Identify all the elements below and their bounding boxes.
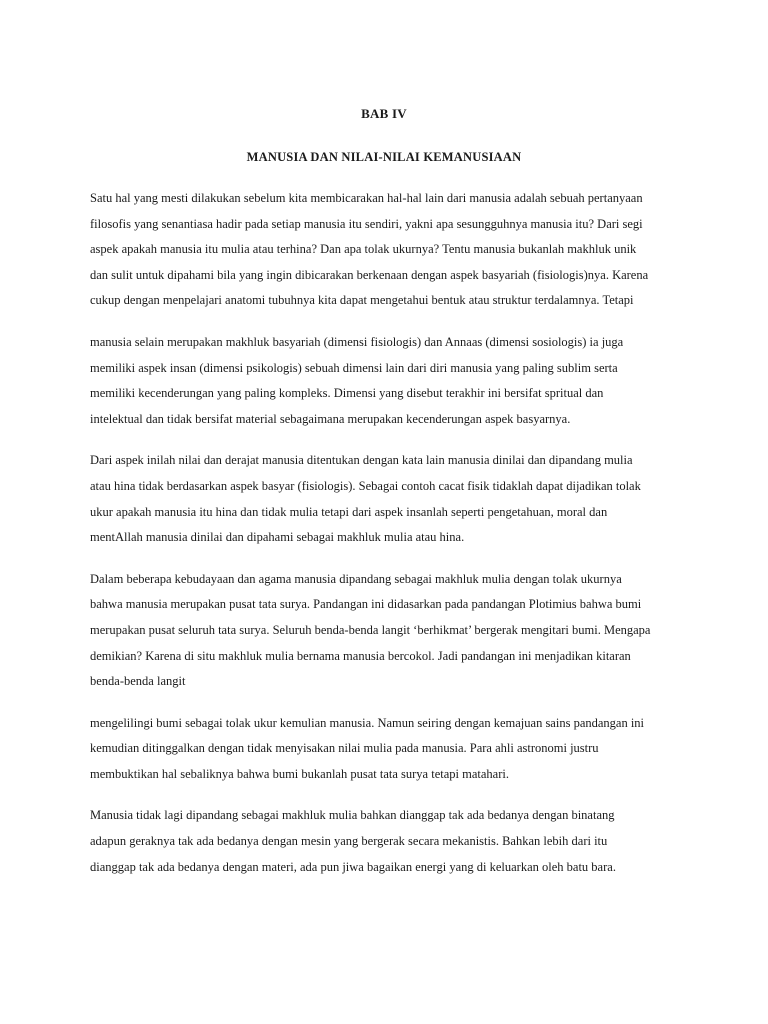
text-line: merupakan pusat seluruh tata surya. Seluruh benda-benda langit ‘berhikmat’ bergerak mengitari bumi. Mengapa bbox=[90, 622, 651, 637]
text-line: membuktikan hal sebaliknya bahwa bumi bukanlah pusat tata surya tetapi matahari. bbox=[90, 766, 509, 781]
text-line: atau hina tidak berdasarkan aspek basyar (fisiologis). Sebagai contoh cacat fisik tidaklah dapat dijadikan tolak bbox=[90, 478, 641, 493]
text-line: adapun geraknya tak ada bedanya dengan mesin yang bergerak secara mekanistis. Bahkan lebih dari itu bbox=[90, 834, 608, 849]
chapter-heading: BAB IV bbox=[361, 106, 407, 121]
text-line: Satu hal yang mesti dilakukan sebelum kita membicarakan hal-hal lain dari manusia adalah sebuah pertanyaan bbox=[90, 191, 643, 205]
paragraph bbox=[90, 448, 690, 550]
text-line: mengelilingi bumi sebagai tolak ukur kemulian manusia. Namun seiring dengan kemajuan sains pandangan ini bbox=[90, 715, 645, 730]
text-line: demikian? Karena di situ makhluk mulia bernama manusia bercokol. Jadi pandangan ini menjadikan kitaran bbox=[90, 648, 631, 663]
text-line: aspek apakah manusia itu mulia atau terhina? Dan apa tolak ukurnya? Tentu manusia bukanlah makhluk unik bbox=[90, 242, 637, 257]
text-line: dianggap tak ada bedanya dengan materi, ada pun jiwa bagaikan energi yang di keluarkan oleh batu bara. bbox=[90, 859, 616, 874]
text-line: cukup dengan menpelajari anatomi tubuhnya kita dapat mengetahui bentuk atau struktur terdalamnya. Tetapi bbox=[90, 293, 634, 308]
text-line: memiliki kecenderungan yang paling kompleks. Dimensi yang disebut terakhir ini bersifat spritual dan bbox=[90, 386, 604, 401]
text-line: mentAllah manusia dinilai dan dipahami sebagai makhluk mulia atau hina. bbox=[90, 530, 465, 545]
text-line: filosofis yang senantiasa hadir pada setiap manusia itu sendiri, yakni apa sesungguhnya manusia itu? Dari segi bbox=[90, 216, 643, 231]
text-line: Dari aspek inilah nilai dan derajat manusia ditentukan dengan kata lain manusia dinilai dan dipandang mulia bbox=[90, 453, 633, 468]
text-line: intelektual dan tidak bersifat material sebagaimana merupakan kecenderungan aspek basyarnya. bbox=[90, 411, 571, 426]
text-line: manusia selain merupakan makhluk basyariah (dimensi fisiologis) dan Annaas (dimensi sosiologis) ia juga bbox=[90, 334, 624, 349]
text-line: dan sulit untuk dipahami bila yang ingin dibicarakan berkenaan dengan aspek basyariah (fisiologis)nya. Karena bbox=[90, 267, 649, 282]
text-line: Manusia tidak lagi dipandang sebagai makhluk mulia bahkan dianggap tak ada bedanya dengan binatang bbox=[90, 808, 615, 823]
text-line: memiliki aspek insan (dimensi psikologis) sebuah dimensi lain dari diri manusia yang paling sublim serta bbox=[90, 360, 618, 375]
text-line: kemudian ditinggalkan dengan tidak menyisakan nilai mulia pada manusia. Para ahli astronomi justru bbox=[90, 741, 599, 756]
paragraph bbox=[90, 803, 690, 880]
chapter-title: MANUSIA DAN NILAI-NILAI KEMANUSIAAN bbox=[246, 150, 522, 164]
paragraph bbox=[90, 711, 690, 788]
paragraph bbox=[90, 330, 690, 432]
text-line: ukur apakah manusia itu hina dan tidak mulia tetapi dari aspek insanlah seperti pengetahuan, moral dan bbox=[90, 504, 608, 519]
text-line: Dalam beberapa kebudayaan dan agama manusia dipandang sebagai makhluk mulia dengan tolak ukurnya bbox=[90, 571, 622, 586]
text-line: bahwa manusia merupakan pusat tata surya. Pandangan ini didasarkan pada pandangan Plotimius bahwa bumi bbox=[90, 597, 642, 612]
paragraph bbox=[90, 186, 690, 314]
text-line: benda-benda langit bbox=[90, 674, 186, 689]
paragraph bbox=[90, 567, 690, 695]
body-text bbox=[90, 186, 690, 896]
